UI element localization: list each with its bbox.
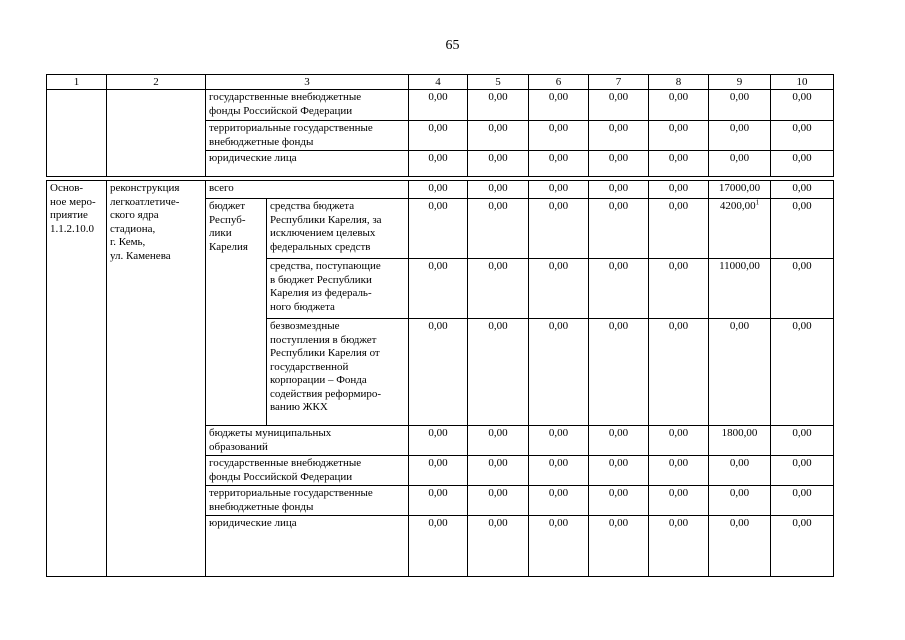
total-row-col8: 0,00 (648, 180, 709, 199)
header-col10: 10 (770, 74, 834, 90)
other-row-1-col6: 0,00 (528, 425, 589, 456)
top-row-3-col5: 0,00 (467, 150, 529, 177)
activity-name: реконструкция легкоатлетиче- ского ядра стадиона, г. Кемь, ул. Каменева (106, 180, 206, 577)
total-row-col6: 0,00 (528, 180, 589, 199)
header-col5: 5 (467, 74, 529, 90)
top-row-3-col8: 0,00 (648, 150, 709, 177)
total-row-col9: 17000,00 (708, 180, 771, 199)
budget-sub-1-col8: 0,00 (648, 198, 709, 259)
budget-sub-2-col9: 11000,00 (708, 258, 771, 319)
total-row-col4: 0,00 (408, 180, 468, 199)
other-row-3-col10: 0,00 (770, 485, 834, 516)
top-row-1-col8: 0,00 (648, 89, 709, 121)
other-row-4-col10: 0,00 (770, 515, 834, 577)
other-row-4-col4: 0,00 (408, 515, 468, 577)
other-row-3-col7: 0,00 (588, 485, 649, 516)
top-row-3-col4: 0,00 (408, 150, 468, 177)
top-row-1-col4: 0,00 (408, 89, 468, 121)
other-row-3-col6: 0,00 (528, 485, 589, 516)
header-col9: 9 (708, 74, 771, 90)
top-row-3-col10: 0,00 (770, 150, 834, 177)
budget-sub-3-col10: 0,00 (770, 318, 834, 426)
continuation-col1 (46, 89, 107, 177)
other-row-3-col8: 0,00 (648, 485, 709, 516)
other-row-4-col5: 0,00 (467, 515, 529, 577)
budget-sub-3-col6: 0,00 (528, 318, 589, 426)
top-row-2-col4: 0,00 (408, 120, 468, 151)
other-row-1-col9: 1800,00 (708, 425, 771, 456)
top-row-2-col7: 0,00 (588, 120, 649, 151)
other-row-1-col8: 0,00 (648, 425, 709, 456)
other-row-4-col7: 0,00 (588, 515, 649, 577)
budget-sub-1-col5: 0,00 (467, 198, 529, 259)
other-row-2-col7: 0,00 (588, 455, 649, 486)
other-row-3-col4: 0,00 (408, 485, 468, 516)
other-row-1-col5: 0,00 (467, 425, 529, 456)
other-row-4-col6: 0,00 (528, 515, 589, 577)
budget-sub-3-col4: 0,00 (408, 318, 468, 426)
top-row-1-col5: 0,00 (467, 89, 529, 121)
row-label: территориальные государственные внебюджетные фонды (205, 120, 409, 151)
other-row-4-col8: 0,00 (648, 515, 709, 577)
total-row-col10: 0,00 (770, 180, 834, 199)
budget-sub-1-col10: 0,00 (770, 198, 834, 259)
other-row-1-col7: 0,00 (588, 425, 649, 456)
row-label: государственные внебюджетные фонды Российской Федерации (205, 89, 409, 121)
footnote-mark: 1 (755, 198, 760, 207)
header-col7: 7 (588, 74, 649, 90)
budget-sub-2-col4: 0,00 (408, 258, 468, 319)
other-row-4-col9: 0,00 (708, 515, 771, 577)
budget-sub-2-col6: 0,00 (528, 258, 589, 319)
top-row-2-col6: 0,00 (528, 120, 589, 151)
budget-sub-1-col9: 4200,00$^1$ (708, 198, 771, 259)
top-row-2-col5: 0,00 (467, 120, 529, 151)
other-row-3-col5: 0,00 (467, 485, 529, 516)
budget-sub-label: безвозмездные поступления в бюджет Республики Карелия от государственной корпорации – Фонда содействия реформиро- ванию ЖКХ (266, 318, 409, 426)
other-row-2-col9: 0,00 (708, 455, 771, 486)
budget-sub-3-col7: 0,00 (588, 318, 649, 426)
budget-sub-2-col8: 0,00 (648, 258, 709, 319)
other-row-label: бюджеты муниципальных образований (205, 425, 409, 456)
header-col8: 8 (648, 74, 709, 90)
budget-sub-1-col4: 0,00 (408, 198, 468, 259)
other-row-2-col5: 0,00 (467, 455, 529, 486)
other-row-1-col10: 0,00 (770, 425, 834, 456)
other-row-label: юридические лица (205, 515, 409, 577)
other-row-1-col4: 0,00 (408, 425, 468, 456)
budget-sub-2-col10: 0,00 (770, 258, 834, 319)
activity-code: Основ- ное меро- приятие 1.1.2.10.0 (46, 180, 107, 577)
top-row-2-col8: 0,00 (648, 120, 709, 151)
header-col6: 6 (528, 74, 589, 90)
total-label: всего (205, 180, 409, 199)
budget-sub-3-col8: 0,00 (648, 318, 709, 426)
top-row-2-col9: 0,00 (708, 120, 771, 151)
header-col4: 4 (408, 74, 468, 90)
budget-sub-2-col7: 0,00 (588, 258, 649, 319)
header-col1: 1 (46, 74, 107, 90)
budget-sub-label: средства, поступающие в бюджет Республики Карелия из федераль- ного бюджета (266, 258, 409, 319)
other-row-label: государственные внебюджетные фонды Российской Федерации (205, 455, 409, 486)
header-col3: 3 (205, 74, 409, 90)
top-row-1-col6: 0,00 (528, 89, 589, 121)
other-row-label: территориальные государственные внебюджетные фонды (205, 485, 409, 516)
top-row-2-col10: 0,00 (770, 120, 834, 151)
other-row-2-col6: 0,00 (528, 455, 589, 486)
budget-sub-3-col5: 0,00 (467, 318, 529, 426)
top-row-3-col9: 0,00 (708, 150, 771, 177)
top-row-3-col6: 0,00 (528, 150, 589, 177)
top-row-3-col7: 0,00 (588, 150, 649, 177)
header-col2: 2 (106, 74, 206, 90)
continuation-col2 (106, 89, 206, 177)
page-number: 65 (445, 38, 460, 53)
top-row-1-col10: 0,00 (770, 89, 834, 121)
budget-sub-1-col6: 0,00 (528, 198, 589, 259)
budget-sub-3-col9: 0,00 (708, 318, 771, 426)
budget-karelia-label: бюджет Респуб- лики Карелия (205, 198, 267, 426)
other-row-2-col4: 0,00 (408, 455, 468, 486)
other-row-2-col10: 0,00 (770, 455, 834, 486)
row-label: юридические лица (205, 150, 409, 177)
other-row-3-col9: 0,00 (708, 485, 771, 516)
budget-sub-label: средства бюджета Республики Карелия, за исключением целевых федеральных средств (266, 198, 409, 259)
budget-sub-2-col5: 0,00 (467, 258, 529, 319)
budget-sub-1-col7: 0,00 (588, 198, 649, 259)
total-row-col5: 0,00 (467, 180, 529, 199)
top-row-1-col7: 0,00 (588, 89, 649, 121)
total-row-col7: 0,00 (588, 180, 649, 199)
other-row-2-col8: 0,00 (648, 455, 709, 486)
top-row-1-col9: 0,00 (708, 89, 771, 121)
